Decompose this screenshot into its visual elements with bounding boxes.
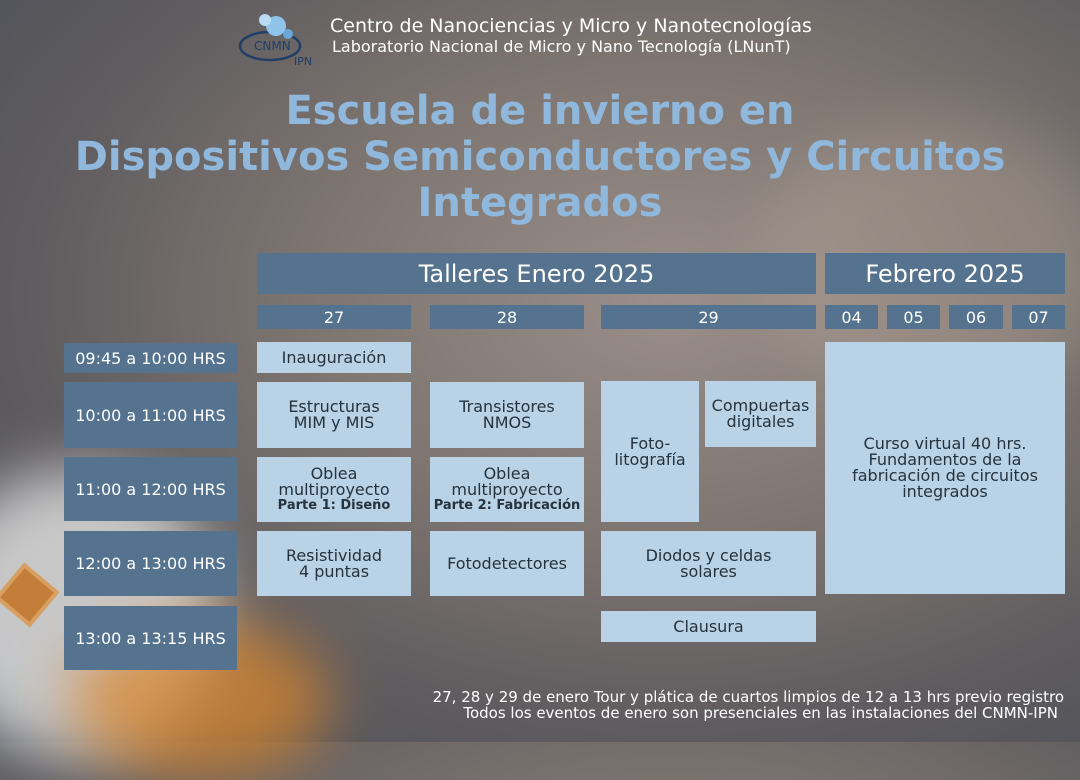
header-february: Febrero 2025 (825, 253, 1065, 294)
lab-name: Laboratorio Nacional de Micro y Nano Tecnología (LNunT) (332, 37, 791, 56)
day-29: 29 (601, 305, 816, 329)
session-label: 4 puntas (298, 561, 370, 581)
institution-name: Centro de Nanociencias y Micro y Nanotecnologías (330, 15, 812, 37)
title-line-3: Integrados (417, 180, 663, 226)
footer-note-tour: 27, 28 y 29 de enero Tour y plática de cuartos limpios de 12 a 13 hrs previo registro (432, 688, 1064, 706)
title-line-2: Dispositivos Semiconductores y Circuitos (74, 134, 1006, 180)
session-label: digitales (726, 412, 795, 431)
header-january: Talleres Enero 2025 (257, 253, 816, 294)
time-slot-1300: 13:00 a 13:15 HRS (64, 606, 237, 670)
session-curso-virtual (825, 342, 1065, 594)
session-resistividad (257, 531, 411, 596)
day-27: 27 (257, 305, 411, 329)
session-label: Curso virtual 40 hrs. (863, 434, 1027, 453)
session-label: Estructuras (288, 397, 380, 416)
day-04: 04 (825, 305, 878, 329)
session-label: multiproyecto (278, 480, 390, 499)
time-slot-1200: 12:00 a 13:00 HRS (64, 531, 237, 596)
session-sublabel: Parte 1: Diseño (277, 498, 391, 513)
session-oblea-fabricacion (430, 457, 584, 522)
session-label: Transistores (459, 397, 555, 416)
title-line-1: Escuela de invierno en (285, 88, 795, 134)
session-label: Foto- (629, 433, 671, 453)
session-transistores (430, 382, 584, 448)
day-06: 06 (949, 305, 1003, 329)
session-compuertas (705, 381, 816, 447)
session-estructuras (257, 382, 411, 448)
session-label: MIM y MIS (293, 413, 375, 432)
session-label: Resistividad (285, 545, 383, 565)
day-28: 28 (430, 305, 584, 329)
session-label: litografía (614, 449, 686, 469)
session-label: fabricación de circuitos (852, 466, 1038, 485)
session-clausura (601, 611, 816, 642)
session-label: Oblea (483, 464, 531, 483)
time-slot-0945: 09:45 a 10:00 HRS (64, 343, 237, 373)
session-oblea-diseno (257, 457, 411, 522)
session-label: Clausura (673, 616, 744, 636)
time-slot-1100: 11:00 a 12:00 HRS (64, 457, 237, 521)
day-05: 05 (887, 305, 940, 329)
logo-subtext: IPN (294, 55, 313, 68)
logo-text: CNMN (254, 39, 291, 53)
session-fotolitografia (601, 381, 699, 522)
session-inauguracion (257, 342, 411, 373)
session-label: Diodos y celdas (645, 545, 772, 565)
footer-note-presencial: Todos los eventos de enero son presenciales en las instalaciones del CNMN-IPN (463, 704, 1058, 722)
cnmn-logo (238, 10, 322, 68)
session-fotodetectores (430, 531, 584, 596)
session-sublabel: Parte 2: Fabricación (433, 498, 581, 513)
session-diodos (601, 531, 816, 596)
session-label: Fotodetectores (447, 553, 567, 573)
session-label: NMOS (482, 413, 532, 432)
day-07: 07 (1012, 305, 1065, 329)
session-label: multiproyecto (451, 480, 563, 499)
session-label: solares (680, 561, 737, 581)
session-label: Compuertas (711, 396, 810, 415)
session-label: Inauguración (281, 347, 387, 367)
session-label: Oblea (310, 464, 358, 483)
session-label: Fundamentos de la (868, 450, 1022, 469)
session-label: integrados (902, 482, 988, 501)
time-slot-1000: 10:00 a 11:00 HRS (64, 382, 237, 448)
